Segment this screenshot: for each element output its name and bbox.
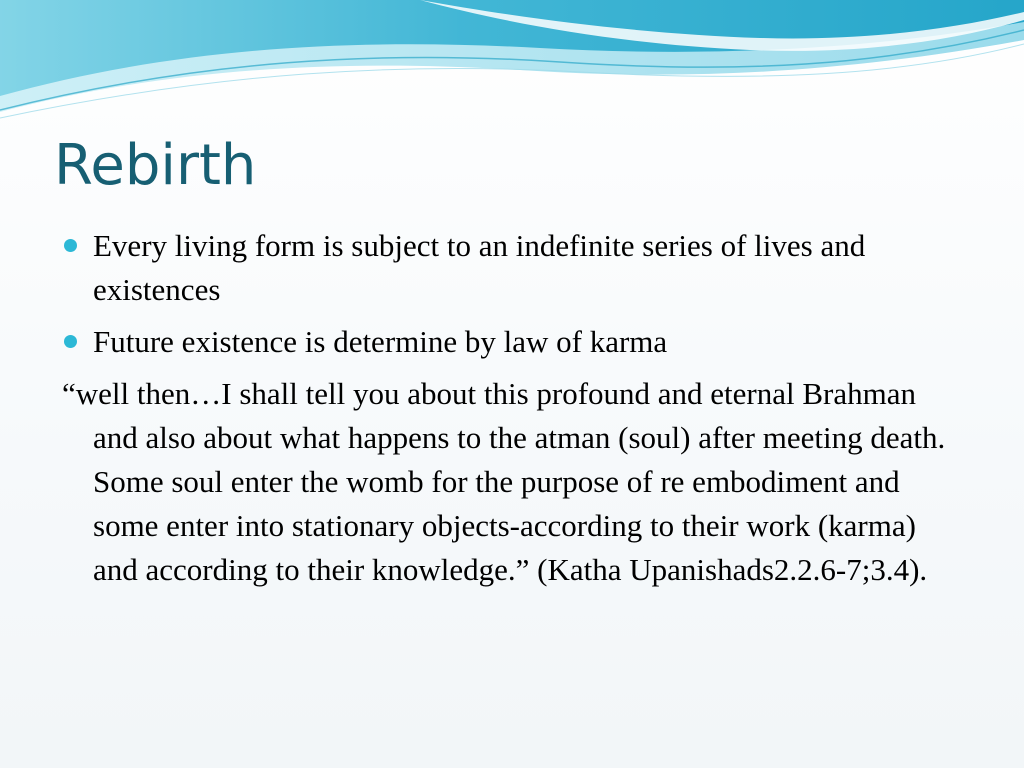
bullet-text: Future existence is determine by law of karma — [93, 324, 668, 359]
bullet-item — [62, 320, 962, 364]
bullet-dot-icon — [64, 239, 77, 252]
slide-body — [62, 224, 962, 592]
bullet-dot-icon — [64, 335, 77, 348]
bullet-item — [62, 224, 962, 312]
slide-title: Rebirth — [54, 133, 257, 198]
header-wave-decoration — [0, 0, 1024, 140]
bullet-text: Every living form is subject to an indefinite series of lives and existences — [93, 228, 866, 307]
scripture-quote: “well then…I shall tell you about this profound and eternal Brahman and also about what happens to the atman (soul) after meeting death. Some soul enter the womb for the purpose of re embodiment and some enter into stationary objects-according to their work (karma) and according to their knowledge.” (Katha Upanishads2.2.6-7;3.4). — [62, 376, 946, 587]
